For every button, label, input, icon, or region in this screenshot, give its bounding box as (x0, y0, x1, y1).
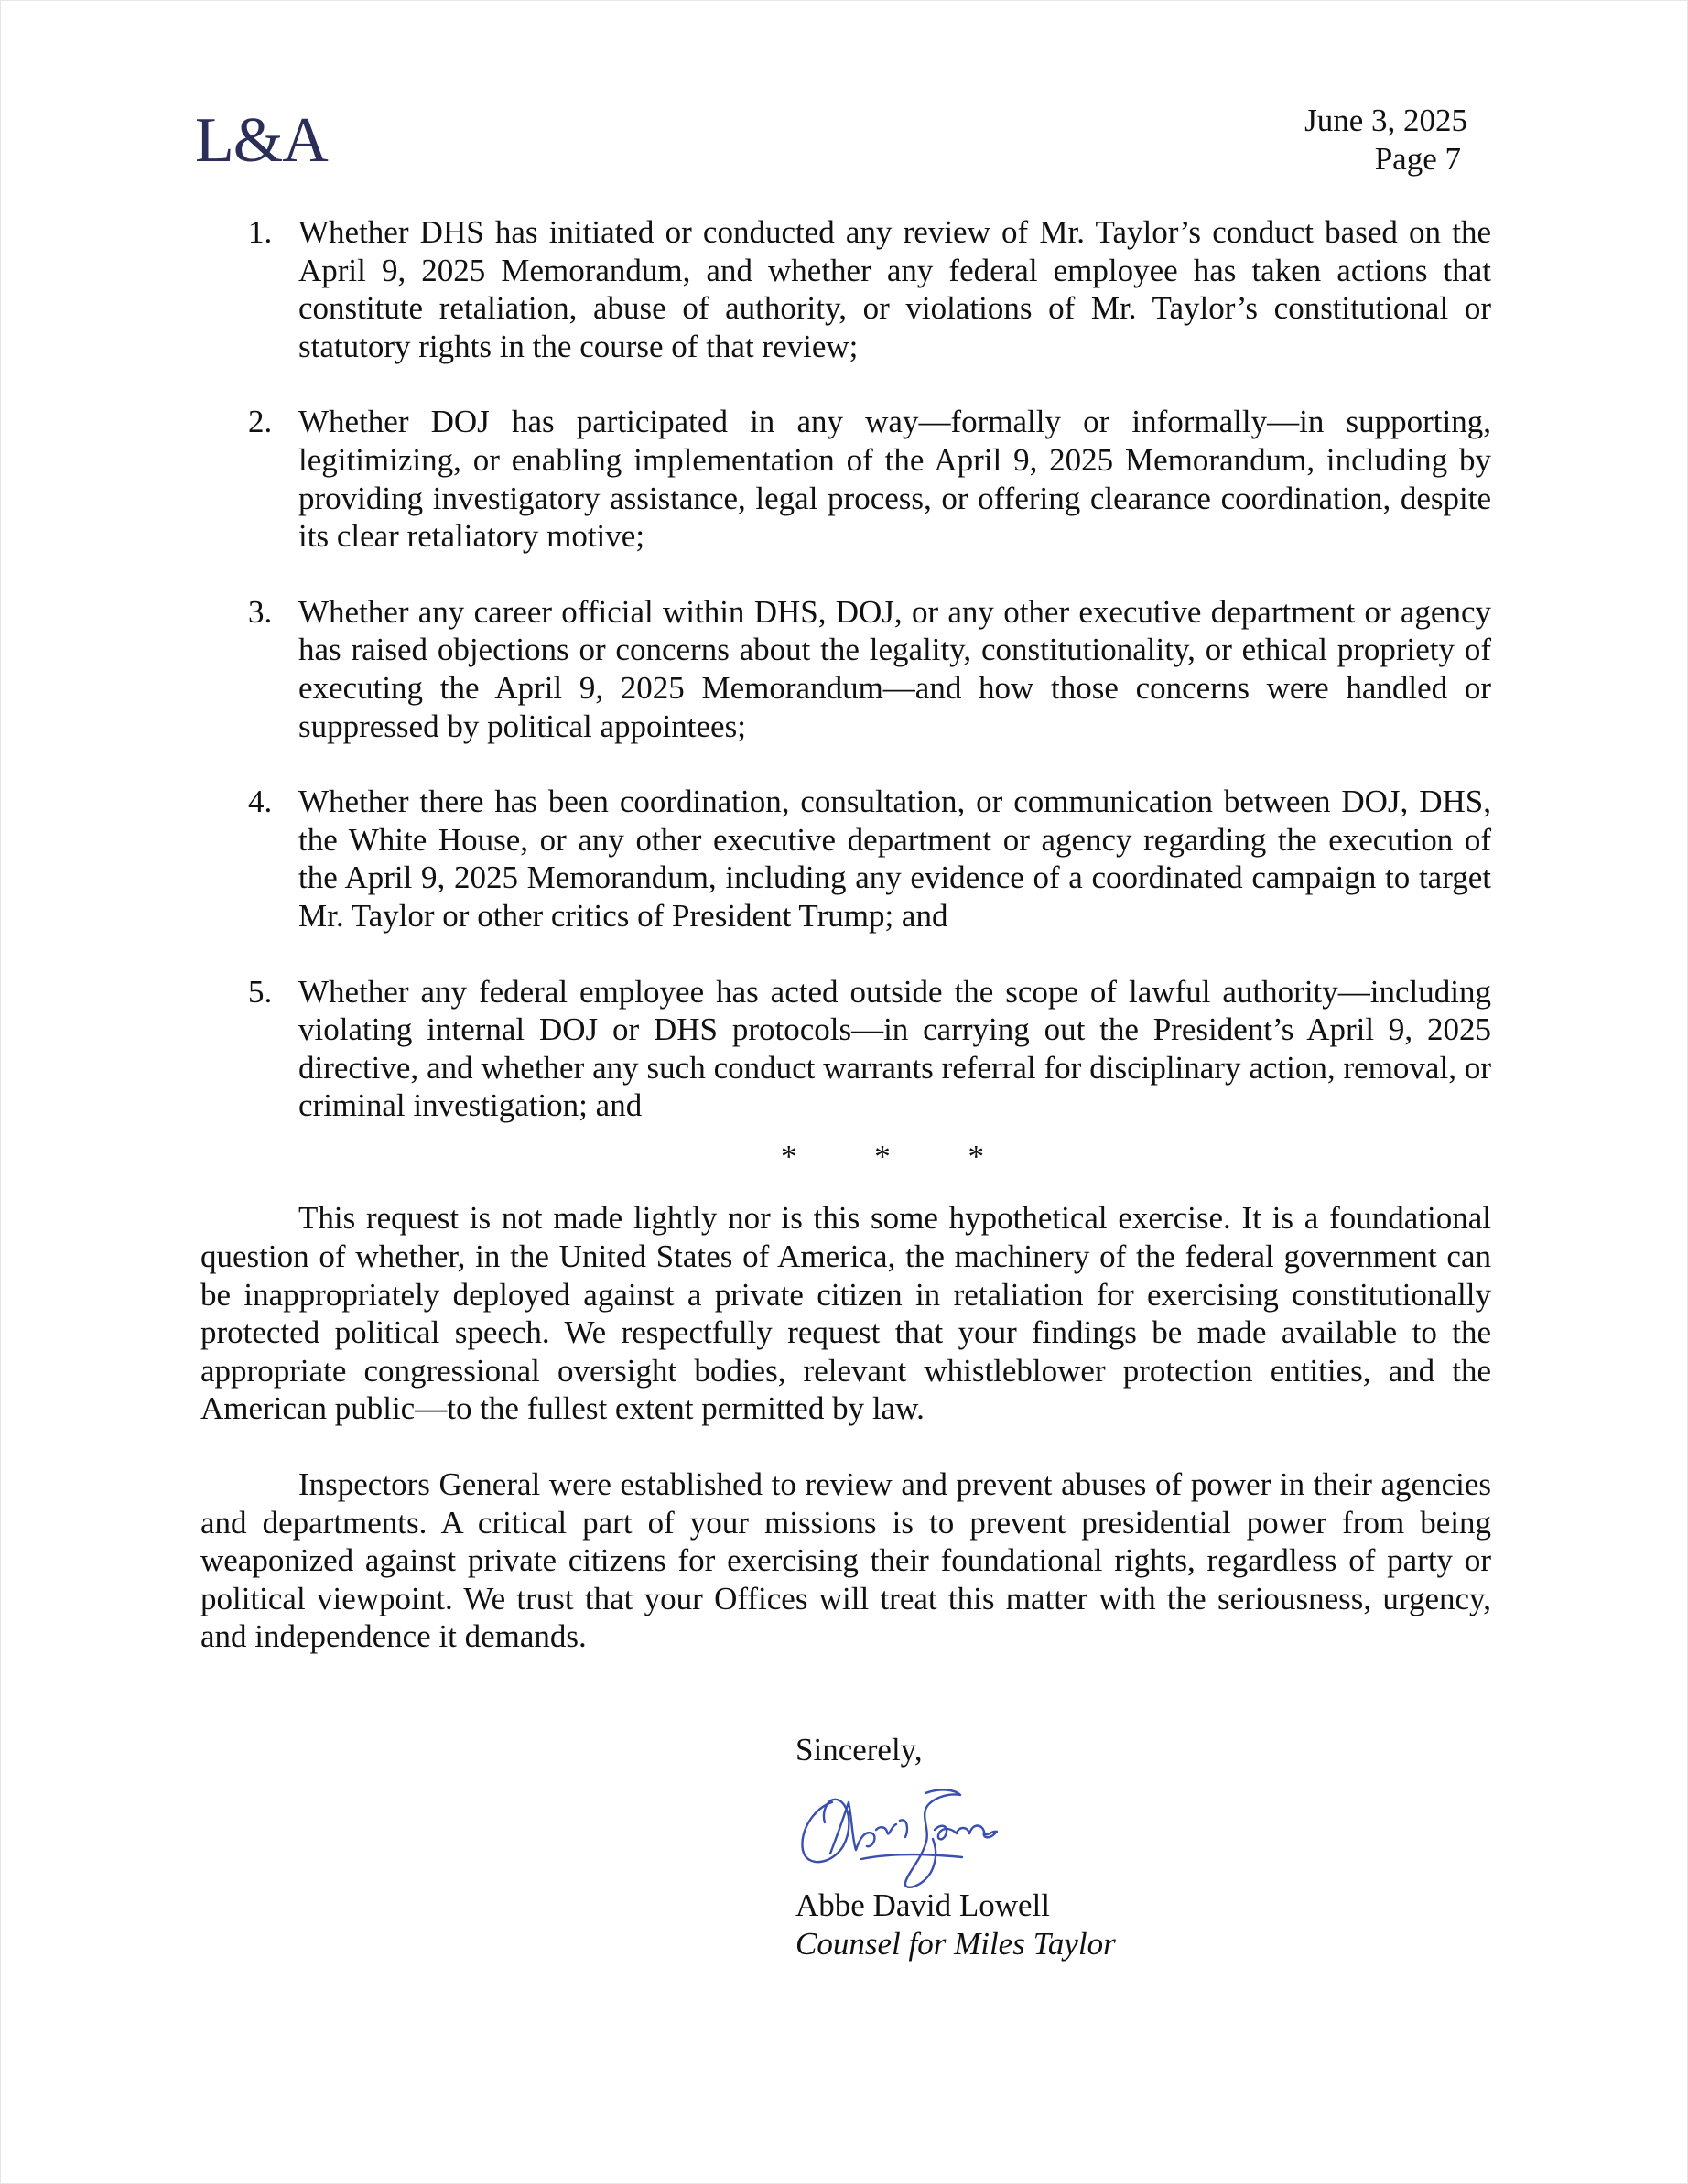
firm-logo: L&A (195, 105, 328, 176)
list-item (200, 403, 1491, 555)
letter-date: June 3, 2025 (1304, 103, 1467, 138)
list-item-number: 1. (248, 214, 273, 250)
list-item (200, 783, 1491, 935)
list-item-number: 2. (248, 404, 273, 440)
signer-name: Abbe David Lowell (795, 1887, 1050, 1923)
signature-block (795, 1887, 1116, 1962)
list-item-text: Whether there has been coordination, consultation, or communication between DOJ, DHS, the White House, or any other executive department or agency regarding the execution of the April 9, 2025 Memorandum, including any evidence of a coordinated campaign to target Mr. Taylor or other critics of President Trump; and (298, 784, 1491, 934)
list-item-number: 5. (248, 973, 273, 1010)
list-item-text: Whether any federal employee has acted outside the scope of lawful authority—including violating internal DOJ or DHS protocols—in carrying out the President’s April 9, 2025 directive, and whether any such conduct warrants referral for disciplinary action, removal, or criminal investigation; and (298, 973, 1491, 1124)
page-header (1304, 102, 1467, 178)
body-paragraph: This request is not made lightly nor is this some hypothetical exercise. It is a foundational question of whether, in the United States of America, the machinery of the federal government can be inappropriately deployed against a private citizen in retaliation for exercising constitutionally protected political speech. We respectfully request that your findings be made available to the appropriate congressional oversight bodies, relevant whistleblower protection entities, and the American public—to the fullest extent permitted by law. (200, 1200, 1491, 1427)
list-item (200, 973, 1491, 1125)
list-item (200, 593, 1491, 745)
handwritten-signature (788, 1766, 1008, 1894)
letter-body (200, 213, 1491, 1693)
closing-salutation: Sincerely, (795, 1732, 923, 1768)
body-paragraph: Inspectors General were established to review and prevent abuses of power in their agencies and departments. A critical part of your missions is to prevent presidential power from being weaponized against private citizens for exercising their foundational rights, regardless of party or political viewpoint. We trust that your Offices will treat this matter with the seriousness, urgency, and independence it demands. (200, 1466, 1491, 1655)
list-item-text: Whether any career official within DHS, DOJ, or any other executive department or agency has raised objections or concerns about the legality, constitutionality, or ethical propriety of executing the April 9, 2025 Memorandum—and how those concerns were handled or suppressed by political appointees; (298, 593, 1491, 744)
list-item-number: 3. (248, 593, 273, 630)
separator-star: * (968, 1138, 984, 1174)
list-item-text: Whether DHS has initiated or conducted any review of Mr. Taylor’s conduct based on the April 9, 2025 Memorandum, and whether any federal employee has taken actions that constitute retaliation, abuse of authority, or violations of Mr. Taylor’s constitutional or statutory rights in the course of that review; (298, 214, 1491, 364)
section-separator (200, 1138, 1491, 1176)
list-item-number: 4. (248, 784, 273, 820)
list-item-text: Whether DOJ has participated in any way—formally or informally—in supporting, legitimizing, or enabling implementation of the April 9, 2025 Memorandum, including by providing investigatory assistance, legal process, or offering clearance coordination, despite its clear retaliatory motive; (298, 404, 1491, 555)
page-number: Page 7 (1374, 141, 1461, 177)
request-list (200, 213, 1491, 1125)
separator-star: * (781, 1138, 797, 1174)
list-item (200, 213, 1491, 365)
signer-role: Counsel for Miles Taylor (795, 1925, 1116, 1962)
separator-star: * (874, 1138, 891, 1174)
